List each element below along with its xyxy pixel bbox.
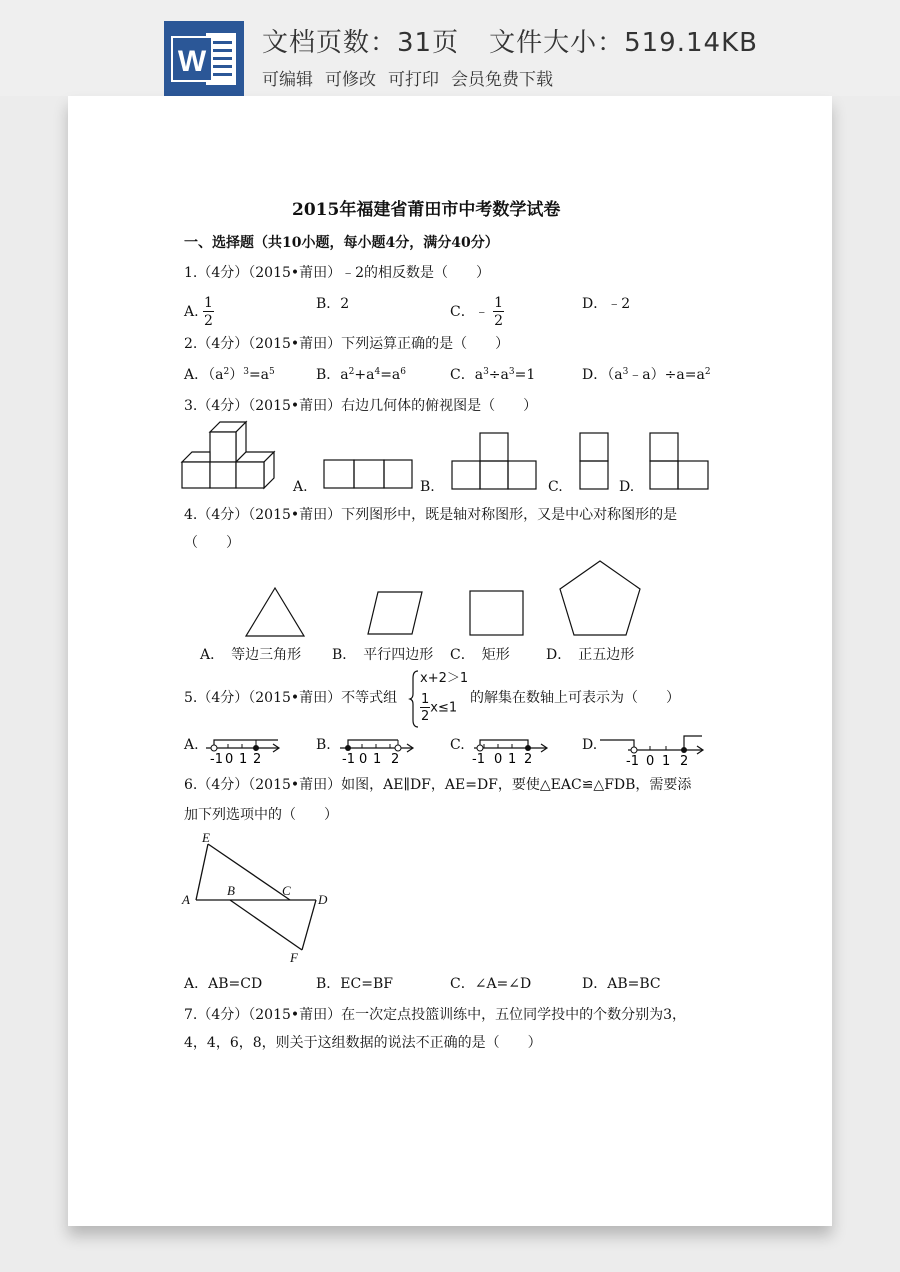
svg-text:2: 2 [524,752,533,767]
question-7-cont: 4，4，6，8，则关于这组数据的说法不正确的是（ ） [184,1035,542,1051]
question-7: 7.（4分）（2015•莆田）在一次定点投篮训练中，五位同学投中的个数分别为3， [184,1007,687,1023]
q4-option-b: B． 平行四边形 [332,647,434,663]
feature-member-download: 会员免费下载 [451,70,553,90]
document-meta [262,22,788,90]
svg-text:-1: -1 [342,752,355,767]
svg-text:2: 2 [680,754,689,769]
page-count: 文档页数：31页 [262,28,460,58]
q3-option-a: A. [293,479,308,495]
q5-option-d: D. [582,737,598,753]
question-6: 6.（4分）（2015•莆田）如图，AE∥DF，AE=DF，要使△EAC≌△FDB，需要添 [184,777,692,793]
document-page [68,96,832,1226]
point-d-label: D [318,892,328,907]
svg-text:1: 1 [508,752,517,767]
q3-option-b: B. [420,479,435,495]
q5-option-c: C. [450,737,465,753]
q5-number-line-c [470,730,550,766]
q5-number-line-b [336,730,416,766]
fraction: $\frac{1}{2}$ [204,295,213,329]
inequality-brace [410,670,420,728]
question-4-blank: （ ） [184,535,240,551]
svg-text:0: 0 [225,752,234,767]
svg-text:0: 0 [359,752,368,767]
icon-letter: W [177,45,207,78]
q1-option-d: D．﹣2 [582,296,631,312]
svg-text:0: 0 [494,752,503,767]
q4-option-c: C． 矩形 [450,647,510,663]
parallelogram-shape [366,590,426,636]
point-f-label: F [290,950,298,965]
q1-option-c: C．﹣ $\frac{1}{2}$ [450,295,504,329]
equilateral-triangle-shape [244,586,308,638]
file-size: 文件大小：519.14KB [489,28,758,58]
point-e-label: E [202,830,210,845]
q6-option-c: C．∠A=∠D [450,976,532,992]
svg-text:-1: -1 [626,754,639,769]
q2-option-c: C．$a^3\div a^3=1$ [450,367,536,383]
section-heading: 一、选择题（共10小题，每小题4分，满分40分） [184,235,499,251]
q4-option-d: D． 正五边形 [546,647,635,663]
question-5-start: 5.（4分）（2015•莆田）不等式组 [184,690,398,706]
word-document-icon [164,21,244,97]
q3-view-b [452,433,542,491]
q3-view-c [580,433,612,491]
question-5-end: 的解集在数轴上可表示为（ ） [470,690,680,706]
svg-text:1: 1 [662,754,671,769]
inequality-2: $\frac{1}{2}$ x≤1 [421,692,458,724]
q3-solid-figure [182,422,282,494]
svg-text:1: 1 [239,752,248,767]
svg-text:2: 2 [253,752,262,767]
q3-view-a [324,460,414,490]
q2-option-a: A．$(a^2)^3=a^5$ [184,367,275,383]
point-a-label: A [182,892,190,907]
q2-option-b: B．$a^2+a^4=a^6$ [316,367,406,383]
point-c-label: C [282,883,291,898]
exam-title: 2015年福建省莆田市中考数学试卷 [292,200,561,220]
svg-text:1: 1 [373,752,382,767]
q3-option-c: C. [548,479,563,495]
fraction: $\frac{1}{2}$ [494,295,504,329]
q5-number-line-a [202,730,282,766]
q5-number-line-d [598,730,706,769]
q3-view-d [650,433,712,491]
inequality-1: x+2＞1 [420,671,469,686]
q1-option-b: B．2 [316,296,350,312]
q2-option-d: D．$(a^3﹣a)\div a=a^2$ [582,367,711,383]
q5-option-b: B. [316,737,331,753]
svg-text:0: 0 [646,754,655,769]
feature-modifiable: 可修改 [325,70,376,90]
q1-option-a: A. $\frac{1}{2}$ [184,295,213,329]
q4-option-a: A． 等边三角形 [200,647,302,663]
q6-option-a: A．AB=CD [184,976,263,992]
q6-option-b: B．EC=BF [316,976,393,992]
point-b-label: B [227,883,235,898]
svg-text:-1: -1 [210,752,223,767]
q6-geometry-figure [180,832,330,964]
svg-text:2: 2 [391,752,400,767]
question-2: 2.（4分）（2015•莆田）下列运算正确的是（ ） [184,336,510,352]
feature-printable: 可打印 [388,70,439,90]
q3-option-d: D. [619,479,635,495]
fraction: $\frac{1}{2}$ [421,692,430,724]
q6-option-d: D．AB=BC [582,976,661,992]
question-1: 1.（4分）（2015•莆田）﹣2的相反数是（ ） [184,265,491,281]
rectangle-shape [469,590,525,638]
question-4: 4.（4分）（2015•莆田）下列图形中，既是轴对称图形，又是中心对称图形的是 [184,507,678,523]
feature-editable: 可编辑 [262,70,313,90]
regular-pentagon-shape [560,559,644,637]
question-6-cont: 加下列选项中的（ ） [184,807,338,823]
q5-option-a: A. [184,737,199,753]
question-3: 3.（4分）（2015•莆田）右边几何体的俯视图是（ ） [184,398,538,414]
svg-text:-1: -1 [472,752,485,767]
